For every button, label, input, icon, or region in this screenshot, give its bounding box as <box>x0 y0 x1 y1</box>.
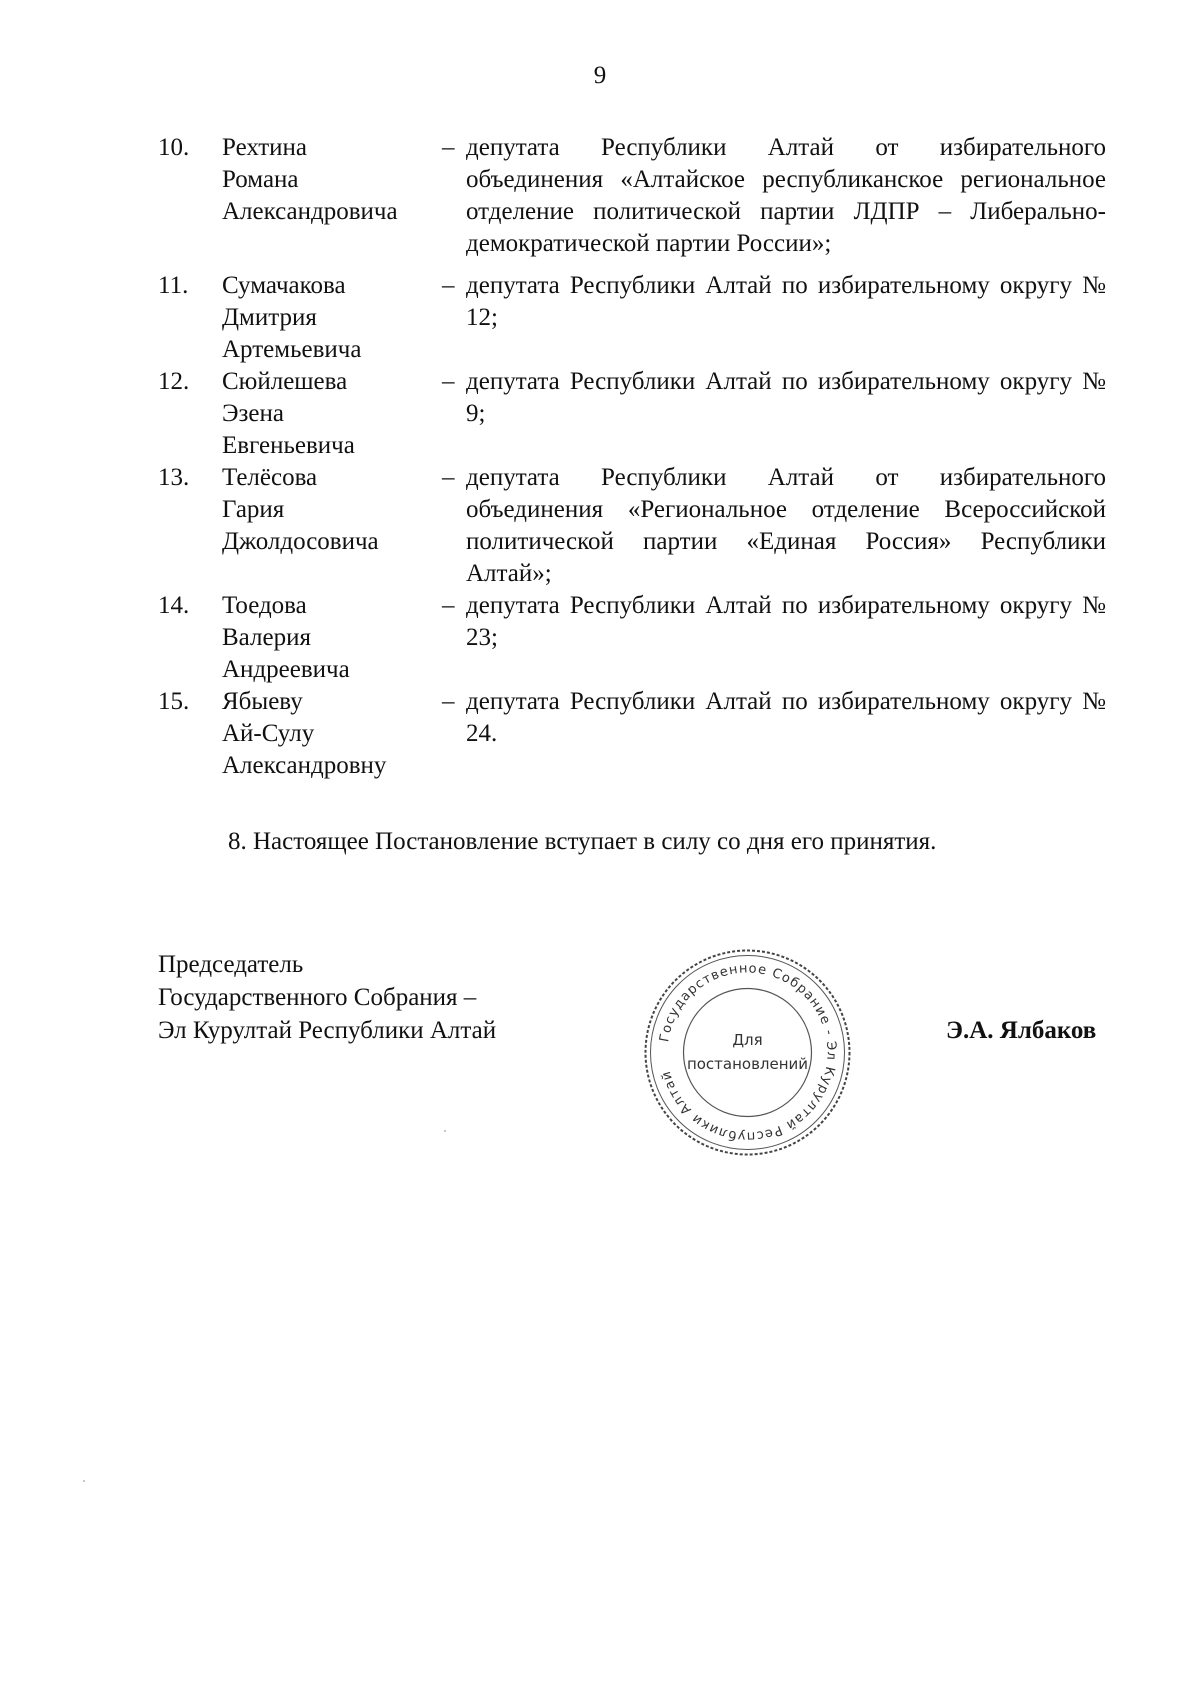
entry-name <box>222 590 442 686</box>
entry-surname: Сумачакова <box>222 272 346 299</box>
entry-description: депутата Республики Алтай по избирательному округу № 24. <box>466 688 1106 747</box>
entry-number: 12. <box>158 368 190 395</box>
scan-speck <box>444 1130 446 1132</box>
entry-dash: – <box>442 688 455 715</box>
entry-description: депутата Республики Алтай от избирательного объединения «Алтайское республиканское региональное отделение политической партии ЛДПР – Либерально-демократической партии России»; <box>466 134 1106 257</box>
entry-number: 10. <box>158 134 190 161</box>
entry-dash: – <box>442 368 455 395</box>
list-item <box>158 462 1118 590</box>
entry-description: депутата Республики Алтай от избирательного объединения «Региональное отделение Всероссийской политической партии «Единая Россия» Республики Алтай»; <box>466 464 1106 587</box>
entry-surname: Телёсова <box>222 464 318 491</box>
effective-date-clause: 8. Настоящее Постановление вступает в силу со дня его принятия. <box>228 828 937 855</box>
entry-first-name: Ай-Сулу <box>222 720 315 747</box>
entry-number: 13. <box>158 464 190 491</box>
entry-dash: – <box>442 272 455 299</box>
list-item <box>158 270 1118 366</box>
entry-surname: Тоедова <box>222 592 307 619</box>
list-item <box>158 132 1118 260</box>
entry-patronymic: Джолдосовича <box>222 528 379 555</box>
entry-patronymic: Андреевича <box>222 656 350 683</box>
entry-name <box>222 462 442 558</box>
entry-first-name: Гария <box>222 496 285 523</box>
signer-title <box>158 948 496 1047</box>
entry-description: депутата Республики Алтай по избирательному округу № 12; <box>466 272 1106 331</box>
entry-patronymic: Александровну <box>222 752 387 779</box>
entry-name <box>222 132 442 228</box>
entry-surname: Рехтина <box>222 134 307 161</box>
entry-number: 15. <box>158 688 190 715</box>
entry-dash: – <box>442 134 455 161</box>
seal-center-line: Для <box>732 1031 763 1049</box>
official-seal <box>640 945 855 1160</box>
list-item <box>158 686 1118 782</box>
entry-first-name: Эзена <box>222 400 284 427</box>
entry-dash: – <box>442 464 455 491</box>
entry-description: депутата Республики Алтай по избирательному округу № 9; <box>466 368 1106 427</box>
page-number: 9 <box>593 62 607 89</box>
entry-first-name: Романа <box>222 166 299 193</box>
entry-patronymic: Александровича <box>222 198 398 225</box>
signer-title-line: Председатель <box>158 951 304 978</box>
entry-name <box>222 270 442 366</box>
entry-surname: Сюйлешева <box>222 368 348 395</box>
deputy-list <box>158 132 1118 782</box>
list-item <box>158 366 1118 462</box>
signer-title-line: Государственного Собрания – <box>158 984 477 1011</box>
entry-first-name: Дмитрия <box>222 304 317 331</box>
seal-ring-text: Государственное Собрание - Эл Курултай Республики Алтай <box>657 961 839 1144</box>
list-item <box>158 590 1118 686</box>
entry-name <box>222 366 442 462</box>
entry-patronymic: Артемьевича <box>222 336 362 363</box>
scan-speck <box>83 1480 85 1482</box>
entry-number: 11. <box>158 272 189 299</box>
entry-name <box>222 686 442 782</box>
entry-dash: – <box>442 592 455 619</box>
entry-description: депутата Республики Алтай по избирательному округу № 23; <box>466 592 1106 651</box>
entry-surname: Ябыеву <box>222 688 303 715</box>
entry-first-name: Валерия <box>222 624 311 651</box>
signer-name: Э.А. Ялбаков <box>946 1017 1097 1044</box>
entry-patronymic: Евгеньевича <box>222 432 355 459</box>
entry-number: 14. <box>158 592 190 619</box>
seal-center-line: постановлений <box>686 1055 809 1073</box>
signer-title-line: Эл Курултай Республики Алтай <box>158 1017 497 1044</box>
